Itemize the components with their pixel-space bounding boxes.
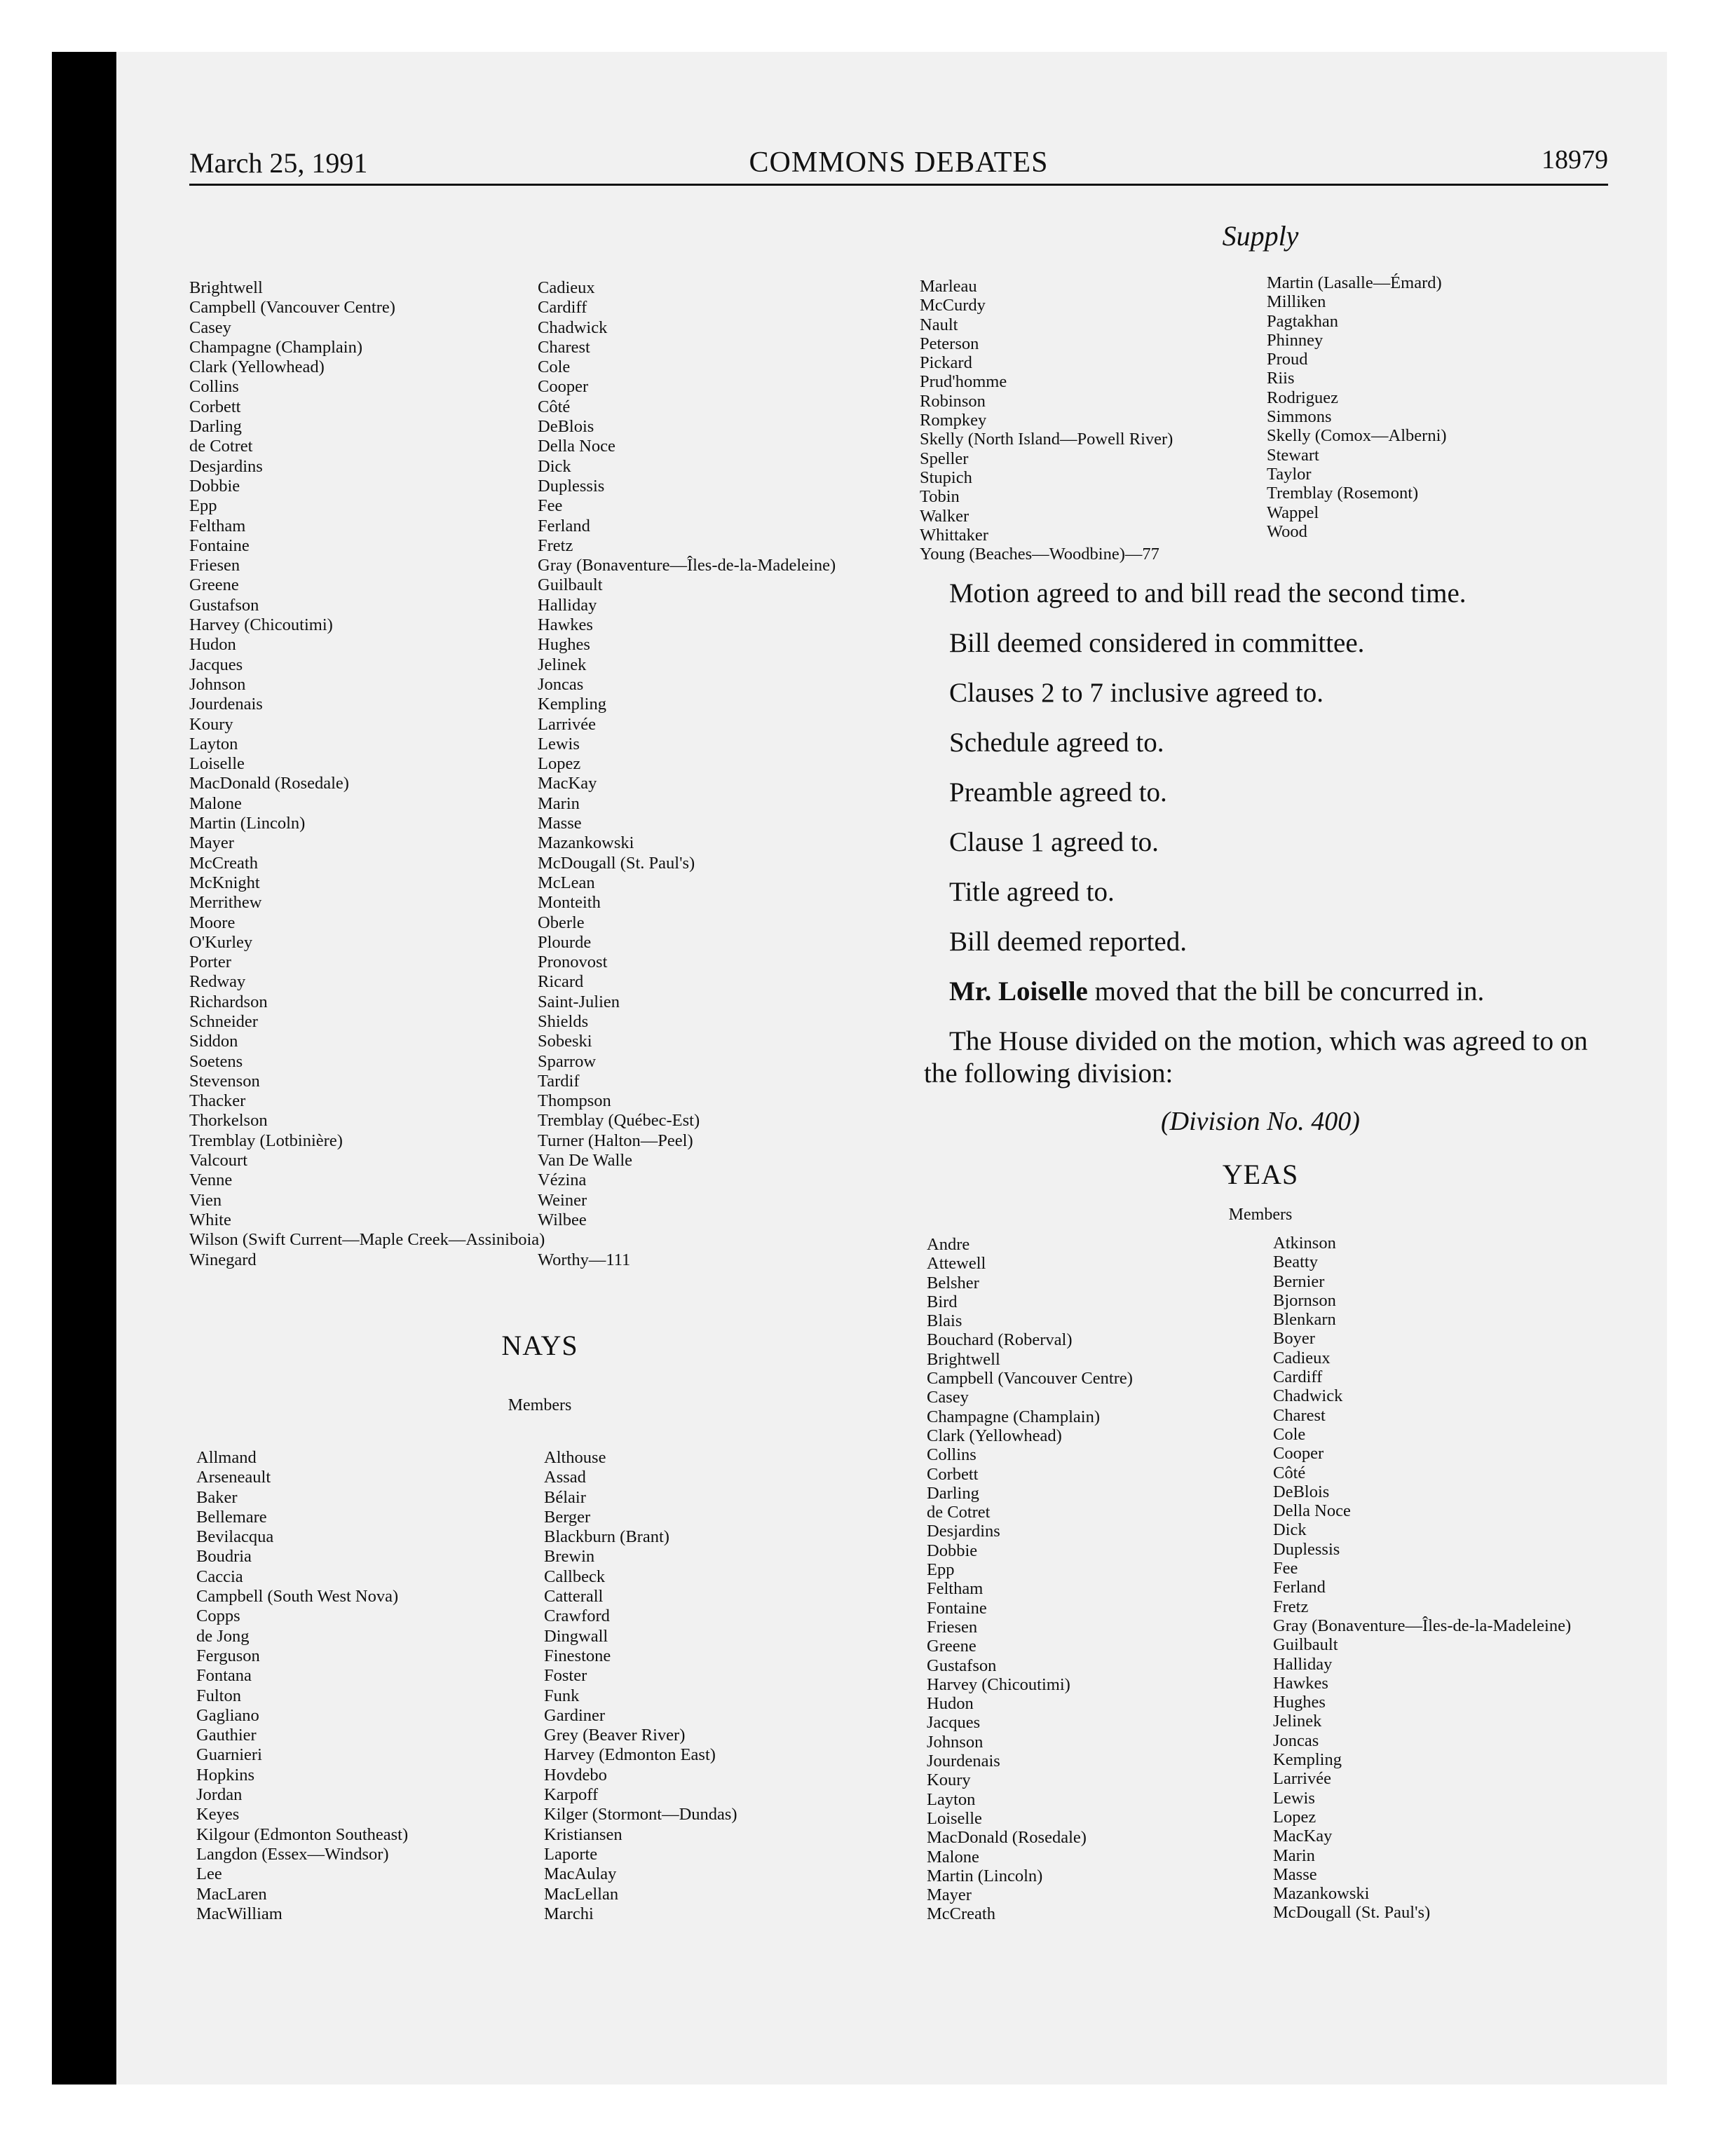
member-name: Martin (Lasalle—Émard): [1267, 273, 1442, 292]
member-name: Kilger (Stormont—Dundas): [544, 1805, 737, 1824]
member-name: Lopez: [538, 754, 581, 774]
member-name: Andre: [927, 1235, 970, 1254]
member-name: Jacques: [189, 655, 243, 674]
member-name: Gardiner: [544, 1705, 606, 1725]
member-name: Koury: [927, 1770, 971, 1790]
member-name: Grey (Beaver River): [544, 1726, 686, 1745]
member-name: Kempling: [1273, 1750, 1342, 1770]
member-name: de Cotret: [927, 1503, 991, 1522]
member-name: Gagliano: [196, 1705, 259, 1725]
member-name: Halliday: [538, 595, 597, 615]
member-name: Callbeck: [544, 1567, 606, 1586]
proceeding-line: Bill deemed reported.: [949, 927, 1187, 957]
member-name: Proud: [1267, 350, 1308, 369]
member-name: Atkinson: [1273, 1234, 1336, 1253]
member-name: Oberle: [538, 913, 585, 932]
member-name: Gustafson: [189, 595, 259, 615]
member-name: Merrithew: [189, 893, 262, 913]
member-name: Hovdebo: [544, 1765, 607, 1785]
member-name: Kristiansen: [544, 1824, 622, 1844]
member-name: Layton: [927, 1789, 976, 1809]
member-name: Blenkarn: [1273, 1310, 1336, 1330]
member-name: Dobbie: [927, 1541, 978, 1560]
member-name: Tobin: [920, 487, 960, 507]
member-name: Attewell: [927, 1254, 986, 1274]
member-name: Turner (Halton—Peel): [538, 1131, 693, 1150]
member-name: Tardif: [538, 1071, 580, 1091]
member-name: McCreath: [927, 1904, 995, 1924]
member-name: Dobbie: [189, 476, 240, 496]
member-name: Collins: [927, 1445, 977, 1465]
member-name: Clark (Yellowhead): [189, 357, 325, 377]
member-name: Hudon: [927, 1694, 974, 1714]
mover-line: [924, 976, 1625, 1025]
member-name: Joncas: [538, 674, 584, 694]
member-name: Moore: [189, 913, 236, 932]
member-name: Vien: [189, 1190, 222, 1210]
member-name: McKnight: [189, 873, 260, 892]
member-name: Cadieux: [1273, 1348, 1331, 1367]
member-name: Redway: [189, 972, 246, 992]
member-name: Marchi: [544, 1904, 594, 1923]
member-name: Cardiff: [1273, 1367, 1323, 1387]
member-name: Valcourt: [189, 1151, 247, 1171]
member-name: de Cotret: [189, 437, 253, 456]
member-name: Shields: [538, 1011, 589, 1031]
member-name: Bélair: [544, 1487, 586, 1507]
member-name: Gray (Bonaventure—Îles-de-la-Madeleine): [1273, 1616, 1572, 1635]
member-name: Jelinek: [538, 655, 587, 674]
member-name: Côté: [1273, 1463, 1306, 1482]
member-name: Fee: [538, 496, 563, 516]
member-name: Marleau: [920, 277, 977, 296]
member-name: Dingwall: [544, 1626, 608, 1646]
member-name: MacDonald (Rosedale): [189, 774, 349, 793]
member-name: Johnson: [189, 674, 246, 694]
member-name: Sparrow: [538, 1051, 597, 1071]
member-name: MacLaren: [196, 1884, 267, 1904]
member-name: Feltham: [927, 1579, 984, 1599]
member-name: Halliday: [1273, 1654, 1333, 1674]
member-name: Riis: [1267, 369, 1295, 388]
member-name: MacDonald (Rosedale): [927, 1828, 1087, 1848]
member-name: Milliken: [1267, 292, 1326, 312]
member-name: Stevenson: [189, 1071, 260, 1091]
yeas-continued-column-2: [538, 278, 836, 1270]
header-rule: [189, 184, 1608, 186]
member-name: Venne: [189, 1171, 233, 1190]
member-name: MacKay: [538, 774, 597, 793]
member-name: Bevilacqua: [196, 1527, 274, 1547]
member-name: Champagne (Champlain): [189, 337, 362, 357]
member-name: Masse: [1273, 1864, 1317, 1884]
member-name: de Jong: [196, 1626, 250, 1646]
member-name: Koury: [189, 714, 233, 734]
member-name: Della Noce: [1273, 1501, 1351, 1521]
member-name: MacAulay: [544, 1864, 617, 1884]
member-name: Casey: [927, 1388, 969, 1407]
member-name: Charest: [1273, 1405, 1326, 1425]
member-name: Epp: [189, 496, 217, 516]
member-name: Larrivée: [538, 714, 596, 734]
member-name: Della Noce: [538, 437, 615, 456]
proceeding-line: Bill deemed considered in committee.: [949, 628, 1365, 658]
member-name: Charest: [538, 337, 590, 357]
member-name: Johnson: [927, 1732, 984, 1752]
member-name: Bernier: [1273, 1271, 1325, 1291]
member-name: MacLellan: [544, 1884, 619, 1904]
member-name: Cole: [538, 357, 571, 377]
member-name: Thorkelson: [189, 1111, 268, 1131]
member-name: Wilbee: [538, 1210, 587, 1229]
member-name: Copps: [196, 1606, 240, 1626]
member-name: Lopez: [1273, 1807, 1316, 1827]
member-name: McLean: [538, 873, 595, 892]
member-name: Brewin: [544, 1547, 595, 1567]
yeas-continued-column-1: [189, 278, 545, 1270]
member-name: Arseneault: [196, 1468, 271, 1487]
member-name: Loiselle: [927, 1808, 982, 1828]
member-name: Lewis: [1273, 1788, 1315, 1808]
member-name: Corbett: [189, 397, 241, 416]
member-name: Jourdenais: [189, 695, 263, 714]
member-name: Hopkins: [196, 1765, 255, 1785]
member-name: Fretz: [1273, 1597, 1309, 1616]
proceeding-line: Motion agreed to and bill read the second time.: [949, 578, 1467, 608]
member-name: Skelly (Comox—Alberni): [1267, 426, 1447, 446]
member-name: Pickard: [920, 353, 972, 373]
member-name: Stupich: [920, 468, 972, 487]
member-name: Winegard: [189, 1250, 257, 1269]
member-name: Campbell (South West Nova): [196, 1587, 399, 1606]
member-name: Marin: [538, 793, 580, 813]
proceeding-line: Title agreed to.: [949, 877, 1115, 907]
member-name: Porter: [189, 953, 231, 972]
member-name: Speller: [920, 449, 969, 468]
member-name: Guilbault: [538, 575, 603, 595]
member-name: Loiselle: [189, 754, 245, 774]
member-name: McDougall (St. Paul's): [538, 853, 695, 873]
header-title: COMMONS DEBATES: [749, 146, 1049, 179]
member-name: Tremblay (Québec-Est): [538, 1111, 700, 1131]
member-name: Cooper: [1273, 1444, 1324, 1464]
member-name: Laporte: [544, 1844, 598, 1864]
member-name: Desjardins: [189, 456, 263, 476]
member-name: MacWilliam: [196, 1904, 283, 1923]
member-name: Berger: [544, 1507, 591, 1527]
member-name: Mayer: [927, 1885, 972, 1905]
member-name: Wilson (Swift Current—Maple Creek—Assiniboia): [189, 1230, 545, 1250]
member-name: Allmand: [196, 1448, 257, 1467]
member-name: MacKay: [1273, 1827, 1333, 1846]
member-name: Plourde: [538, 932, 592, 952]
yeas-members-label: Members: [1228, 1206, 1293, 1224]
yeas-heading: YEAS: [1222, 1159, 1299, 1190]
member-name: Guilbault: [1273, 1635, 1338, 1655]
proceedings: [924, 578, 1625, 1090]
member-name: Jordan: [196, 1785, 243, 1805]
proceeding-line: Clauses 2 to 7 inclusive agreed to.: [949, 678, 1324, 708]
member-name: Hudon: [189, 635, 236, 655]
member-name: Masse: [538, 814, 582, 833]
member-name: Joncas: [1273, 1731, 1319, 1750]
member-name: Kilgour (Edmonton Southeast): [196, 1824, 409, 1844]
member-name: Campbell (Vancouver Centre): [927, 1369, 1133, 1389]
member-name: Fee: [1273, 1559, 1298, 1578]
member-name: Weiner: [538, 1190, 587, 1210]
member-name: Phinney: [1267, 330, 1324, 350]
member-name: Taylor: [1267, 464, 1312, 484]
member-name: Caccia: [196, 1567, 243, 1586]
member-name: Whittaker: [920, 525, 988, 545]
member-name: Tremblay (Rosemont): [1267, 484, 1419, 503]
member-name: Fulton: [196, 1686, 241, 1705]
member-name: Schneider: [189, 1011, 258, 1031]
member-name: Baker: [196, 1487, 238, 1507]
member-name: DeBlois: [538, 417, 594, 437]
member-name: Malone: [189, 793, 242, 813]
member-name: Bouchard (Roberval): [927, 1330, 1073, 1350]
member-name: Cardiff: [538, 298, 587, 318]
member-name: Martin (Lincoln): [189, 814, 306, 833]
member-name: Bellemare: [196, 1507, 267, 1527]
member-name: Darling: [189, 417, 242, 437]
member-name: O'Kurley: [189, 932, 253, 952]
member-name: Fretz: [538, 535, 573, 555]
member-name: Thompson: [538, 1091, 611, 1111]
member-name: Greene: [189, 575, 239, 595]
mover-text: moved that the bill be concurred in.: [1087, 976, 1485, 1007]
member-name: Ferland: [1273, 1578, 1326, 1597]
member-name: Althouse: [544, 1448, 606, 1467]
member-name: Stewart: [1267, 445, 1319, 465]
nays-members-label: Members: [508, 1396, 572, 1414]
member-name: Ferland: [538, 516, 590, 535]
member-name: Chadwick: [538, 318, 608, 337]
member-name: Kempling: [538, 695, 606, 714]
member-name: Larrivée: [1273, 1769, 1331, 1789]
mover-name: Mr. Loiselle: [949, 976, 1088, 1007]
member-name: Marin: [1273, 1845, 1315, 1865]
member-name: Wappel: [1267, 503, 1319, 522]
member-name: Peterson: [920, 334, 979, 353]
proceeding-line: Clause 1 agreed to.: [949, 827, 1159, 857]
member-name: Hughes: [1273, 1693, 1326, 1712]
member-name: Lee: [196, 1864, 222, 1884]
member-name: Fontaine: [189, 535, 250, 555]
member-name: Cole: [1273, 1424, 1306, 1444]
member-name: Harvey (Edmonton East): [544, 1745, 716, 1765]
member-name: Gray (Bonaventure—Îles-de-la-Madeleine): [538, 556, 836, 575]
member-name: Hawkes: [538, 615, 593, 635]
member-name: Jourdenais: [927, 1752, 1000, 1771]
nays-column-3: [920, 277, 1173, 564]
member-name: Jelinek: [1273, 1712, 1322, 1731]
member-name: Cadieux: [538, 278, 595, 297]
nays-column-1: [196, 1448, 408, 1924]
member-name: [538, 1230, 836, 1250]
member-name: Desjardins: [927, 1522, 1000, 1541]
member-name: Bird: [927, 1292, 958, 1311]
member-name: Young (Beaches—Woodbine)—77: [920, 545, 1159, 564]
scan-edge: [52, 52, 116, 2085]
member-name: Foster: [544, 1666, 587, 1686]
header-date: March 25, 1991: [189, 147, 368, 179]
yeas-column-2: [1273, 1234, 1571, 1923]
member-name: Gauthier: [196, 1726, 257, 1745]
member-name: Richardson: [189, 992, 268, 1011]
member-name: Prud'homme: [920, 372, 1007, 392]
member-name: Finestone: [544, 1646, 611, 1665]
nays-heading: NAYS: [501, 1330, 578, 1361]
member-name: Dick: [538, 456, 571, 476]
member-name: Sobeski: [538, 1032, 592, 1051]
member-name: Pagtakhan: [1267, 311, 1339, 331]
member-name: Boyer: [1273, 1329, 1315, 1349]
member-name: Van De Walle: [538, 1151, 633, 1171]
member-name: Jacques: [927, 1713, 981, 1733]
member-name: Robinson: [920, 391, 986, 411]
page-number: 18979: [1542, 145, 1608, 175]
member-name: Worthy—111: [538, 1250, 631, 1269]
member-name: Collins: [189, 377, 239, 397]
member-name: McCurdy: [920, 296, 986, 315]
member-name: Langdon (Essex—Windsor): [196, 1844, 389, 1864]
member-name: Simmons: [1267, 407, 1332, 427]
member-name: Mayer: [189, 833, 234, 853]
member-name: Nault: [920, 315, 958, 334]
member-name: Keyes: [196, 1805, 240, 1824]
member-name: Clark (Yellowhead): [927, 1426, 1062, 1445]
member-name: Corbett: [927, 1464, 979, 1484]
member-name: Campbell (Vancouver Centre): [189, 298, 395, 318]
member-name: Skelly (North Island—Powell River): [920, 430, 1173, 449]
member-name: McCreath: [189, 853, 258, 873]
member-name: Layton: [189, 734, 238, 753]
member-name: Dick: [1273, 1520, 1307, 1540]
member-name: Feltham: [189, 516, 246, 535]
member-name: Martin (Lincoln): [927, 1866, 1043, 1885]
member-name: Siddon: [189, 1032, 238, 1051]
member-name: Friesen: [189, 556, 240, 575]
member-name: Duplessis: [538, 476, 605, 496]
member-name: Epp: [927, 1560, 955, 1580]
member-name: Mazankowski: [538, 833, 634, 853]
member-name: Gustafson: [927, 1656, 997, 1675]
nays-column-2: [544, 1448, 737, 1924]
member-name: Rodriguez: [1267, 388, 1339, 407]
member-name: Harvey (Chicoutimi): [189, 615, 333, 635]
member-name: Chadwick: [1273, 1386, 1343, 1406]
member-name: Mazankowski: [1273, 1884, 1370, 1904]
member-name: Pronovost: [538, 953, 608, 972]
member-name: Bjornson: [1273, 1290, 1336, 1310]
member-name: Brightwell: [927, 1349, 1000, 1369]
member-name: Tremblay (Lotbinière): [189, 1131, 343, 1150]
section-heading: Supply: [1222, 220, 1299, 252]
member-name: Friesen: [927, 1617, 978, 1637]
member-name: Saint-Julien: [538, 992, 620, 1011]
member-name: Beatty: [1273, 1253, 1318, 1272]
member-name: Guarnieri: [196, 1745, 262, 1765]
member-name: Thacker: [189, 1091, 246, 1111]
member-name: Brightwell: [189, 278, 263, 297]
member-name: Cooper: [538, 377, 589, 397]
member-name: Assad: [544, 1468, 586, 1487]
proceeding-line: Preamble agreed to.: [949, 777, 1167, 807]
member-name: Funk: [544, 1686, 580, 1705]
member-name: Boudria: [196, 1547, 252, 1567]
member-name: Malone: [927, 1847, 979, 1867]
member-name: Belsher: [927, 1273, 979, 1292]
member-name: Hughes: [538, 635, 590, 655]
member-name: Ricard: [538, 972, 584, 992]
member-name: Soetens: [189, 1051, 243, 1071]
division-number: (Division No. 400): [1161, 1107, 1360, 1136]
nays-column-4: [1267, 273, 1447, 541]
member-name: Darling: [927, 1483, 979, 1503]
member-name: Lewis: [538, 734, 580, 753]
member-name: Fontaine: [927, 1598, 987, 1618]
proceeding-line: Schedule agreed to.: [949, 728, 1164, 758]
member-name: Côté: [538, 397, 571, 416]
member-name: Rompkey: [920, 411, 987, 430]
member-name: Blackburn (Brant): [544, 1527, 669, 1547]
member-name: Walker: [920, 506, 969, 526]
yeas-column-1: [927, 1235, 1133, 1924]
member-name: Monteith: [538, 893, 601, 913]
member-name: Blais: [927, 1311, 962, 1331]
member-name: McDougall (St. Paul's): [1273, 1903, 1431, 1923]
member-name: Casey: [189, 318, 231, 337]
member-name: Vézina: [538, 1171, 587, 1190]
member-name: Karpoff: [544, 1785, 599, 1805]
member-name: Wood: [1267, 521, 1307, 541]
member-name: DeBlois: [1273, 1482, 1330, 1501]
member-name: White: [189, 1210, 231, 1229]
member-name: Fontana: [196, 1666, 252, 1686]
member-name: Duplessis: [1273, 1539, 1340, 1559]
member-name: Harvey (Chicoutimi): [927, 1674, 1070, 1694]
member-name: Hawkes: [1273, 1673, 1328, 1693]
member-name: Catterall: [544, 1587, 604, 1606]
division-statement: The House divided on the motion, which was agreed to on the following division:: [924, 1026, 1588, 1089]
page-header: [189, 140, 1608, 185]
member-name: Greene: [927, 1637, 977, 1656]
member-name: Ferguson: [196, 1646, 260, 1665]
member-name: Champagne (Champlain): [927, 1407, 1100, 1426]
member-name: Crawford: [544, 1606, 610, 1626]
